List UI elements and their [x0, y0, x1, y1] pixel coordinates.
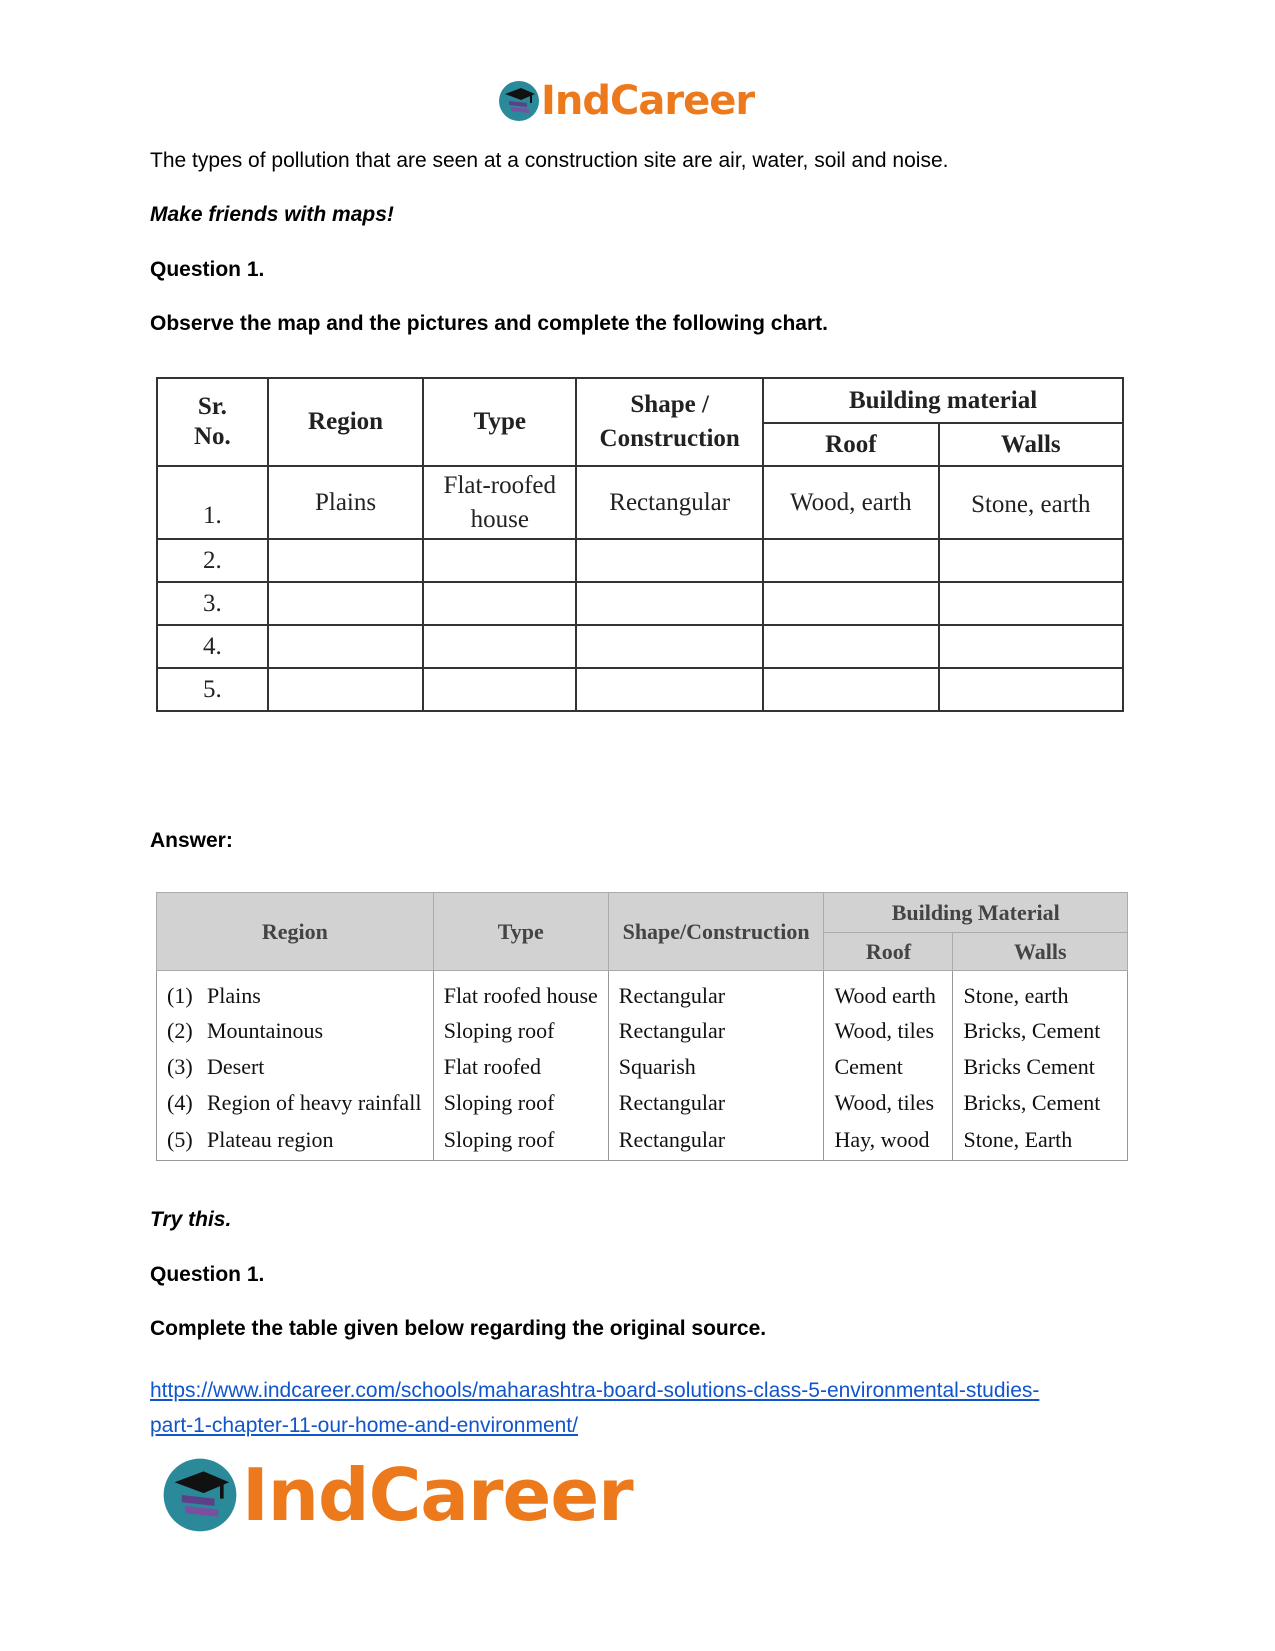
- header-logo: [497, 78, 754, 124]
- table-row: 3.: [157, 582, 1123, 625]
- question-text: Observe the map and the pictures and complete the following chart.: [150, 312, 828, 335]
- logo-text: IndCareer: [242, 1453, 633, 1537]
- table-row: (3) Desert Flat roofed Squarish Cement Bricks Cement: [157, 1049, 1128, 1085]
- answer-header-shape: Shape/Construction: [608, 893, 824, 971]
- table-row: (2) Mountainous Sloping roof Rectangular Wood, tiles Bricks, Cement: [157, 1013, 1128, 1049]
- answer-header-walls: Walls: [953, 933, 1128, 971]
- answer-table: [156, 892, 1128, 1161]
- logo-text: IndCareer: [541, 78, 755, 124]
- table-row: 1. Plains Flat-roofed house Rectangular Wood, earth Stone, earth: [157, 466, 1123, 539]
- graduation-cap-icon: [497, 79, 541, 123]
- table-row: (5) Plateau region Sloping roof Rectangular Hay, wood Stone, Earth: [157, 1121, 1128, 1161]
- header-roof: Roof: [763, 423, 938, 466]
- question-text-2: Complete the table given below regarding the original source.: [150, 1317, 767, 1340]
- section-heading: Make friends with maps!: [150, 203, 394, 226]
- answer-label: Answer:: [150, 829, 233, 852]
- question-label: Question 1.: [150, 258, 265, 281]
- table-row: (1) Plains Flat roofed house Rectangular Wood earth Stone, earth: [157, 971, 1128, 1013]
- header-shape: Shape / Construction: [576, 378, 763, 466]
- header-sr-no: Sr. No.: [157, 378, 268, 466]
- answer-header-region: Region: [157, 893, 434, 971]
- table-row: 2.: [157, 539, 1123, 582]
- question-label-2: Question 1.: [150, 1263, 265, 1286]
- question-table: [156, 377, 1124, 712]
- header-building-material: Building material: [763, 378, 1123, 423]
- header-region: Region: [268, 378, 424, 466]
- table-row: (4) Region of heavy rainfall Sloping roof Rectangular Wood, tiles Bricks, Cement: [157, 1085, 1128, 1121]
- answer-header-type: Type: [433, 893, 608, 971]
- source-link[interactable]: https://www.indcareer.com/schools/maharashtra-board-solutions-class-5-environmental-studies- part-1-chapter-11-our-home-and-environment/: [150, 1379, 1040, 1437]
- try-heading: Try this.: [150, 1208, 232, 1231]
- answer-header-roof: Roof: [824, 933, 953, 971]
- footer-logo: [160, 1453, 633, 1537]
- graduation-cap-icon: [160, 1455, 240, 1535]
- table-row: 5.: [157, 668, 1123, 711]
- intro-text: The types of pollution that are seen at a construction site are air, water, soil and noise.: [150, 149, 949, 172]
- header-type: Type: [423, 378, 576, 466]
- table-row: 4.: [157, 625, 1123, 668]
- header-walls: Walls: [939, 423, 1123, 466]
- answer-header-building-material: Building Material: [824, 893, 1128, 933]
